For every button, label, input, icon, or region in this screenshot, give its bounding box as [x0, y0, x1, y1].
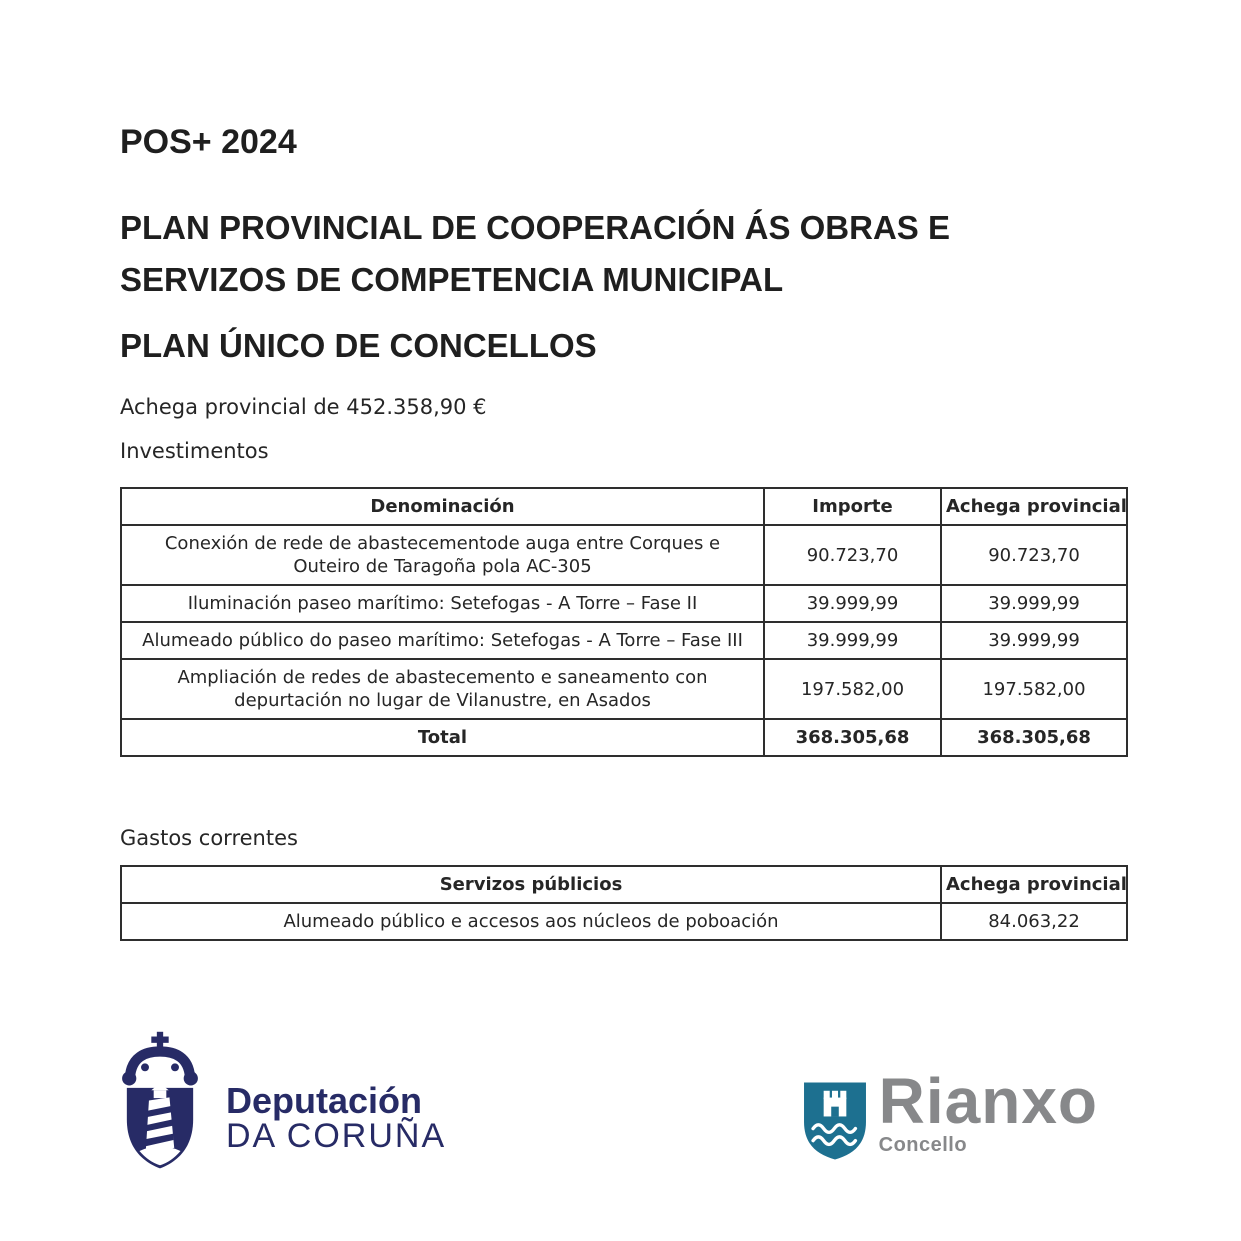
provincial-contribution-line: Achega provincial de 452.358,90 € [120, 395, 487, 419]
rianxo-logo [801, 1065, 1098, 1171]
cell-achega: 39.999,99 [941, 622, 1127, 659]
table-row [121, 585, 1127, 622]
deputacion-subname: DA CORUÑA [226, 1117, 447, 1155]
deputacion-logo [120, 1031, 446, 1185]
cell-denominacion: Ampliación de redes de abastecemento e saneamento con depurtación no lugar de Vilanustre, en Asados [121, 659, 764, 719]
doc-heading: PLAN PROVINCIAL DE COOPERACIÓN ÁS OBRAS E SERVIZOS DE COMPETENCIA MUNICIPAL [120, 209, 950, 298]
rianxo-shield-icon [801, 1075, 869, 1171]
deputacion-crest-icon [120, 1031, 200, 1185]
col-header-achega: Achega provincial [941, 488, 1127, 525]
expenses-table [120, 865, 1128, 941]
investments-header-row [121, 488, 1127, 525]
deputacion-name: Deputación [226, 1080, 423, 1121]
table-row [121, 525, 1127, 585]
col-header-achega: Achega provincial [941, 866, 1127, 903]
cell-achega: 39.999,99 [941, 585, 1127, 622]
cell-importe: 39.999,99 [764, 585, 941, 622]
cell-importe: 90.723,70 [764, 525, 941, 585]
cell-importe: 197.582,00 [764, 659, 941, 719]
expenses-header-row [121, 866, 1127, 903]
cell-achega: 90.723,70 [941, 525, 1127, 585]
total-label: Total [121, 719, 764, 756]
doc-subheading: PLAN ÚNICO DE CONCELLOS [120, 327, 597, 364]
cell-denominacion: Iluminación paseo marítimo: Setefogas - A Torre – Fase II [121, 585, 764, 622]
deputacion-logo-text [226, 1080, 447, 1155]
col-header-servizos: Servizos públicios [121, 866, 941, 903]
total-row [121, 719, 1127, 756]
cell-achega: 84.063,22 [941, 903, 1127, 940]
table-row [121, 622, 1127, 659]
footer-logos [120, 1031, 1126, 1185]
rianxo-logo-text [878, 1065, 1098, 1156]
doc-title: POS+ 2024 [120, 123, 297, 161]
col-header-denominacion: Denominación [121, 488, 764, 525]
col-header-importe: Importe [764, 488, 941, 525]
total-achega: 368.305,68 [941, 719, 1127, 756]
cell-achega: 197.582,00 [941, 659, 1127, 719]
cell-servizo: Alumeado público e accesos aos núcleos de poboación [121, 903, 941, 940]
rianxo-subname: Concello [878, 1134, 968, 1156]
cell-denominacion: Alumeado público do paseo marítimo: Setefogas - A Torre – Fase III [121, 622, 764, 659]
table-row [121, 903, 1127, 940]
expenses-section-label: Gastos correntes [120, 826, 298, 850]
total-importe: 368.305,68 [764, 719, 941, 756]
cell-denominacion: Conexión de rede de abastecementode auga entre Corques e Outeiro de Taragoña pola AC-305 [121, 525, 764, 585]
table-row [121, 659, 1127, 719]
investments-section-label: Investimentos [120, 439, 269, 463]
rianxo-name: Rianxo [878, 1065, 1098, 1137]
investments-table [120, 487, 1128, 757]
cell-importe: 39.999,99 [764, 622, 941, 659]
